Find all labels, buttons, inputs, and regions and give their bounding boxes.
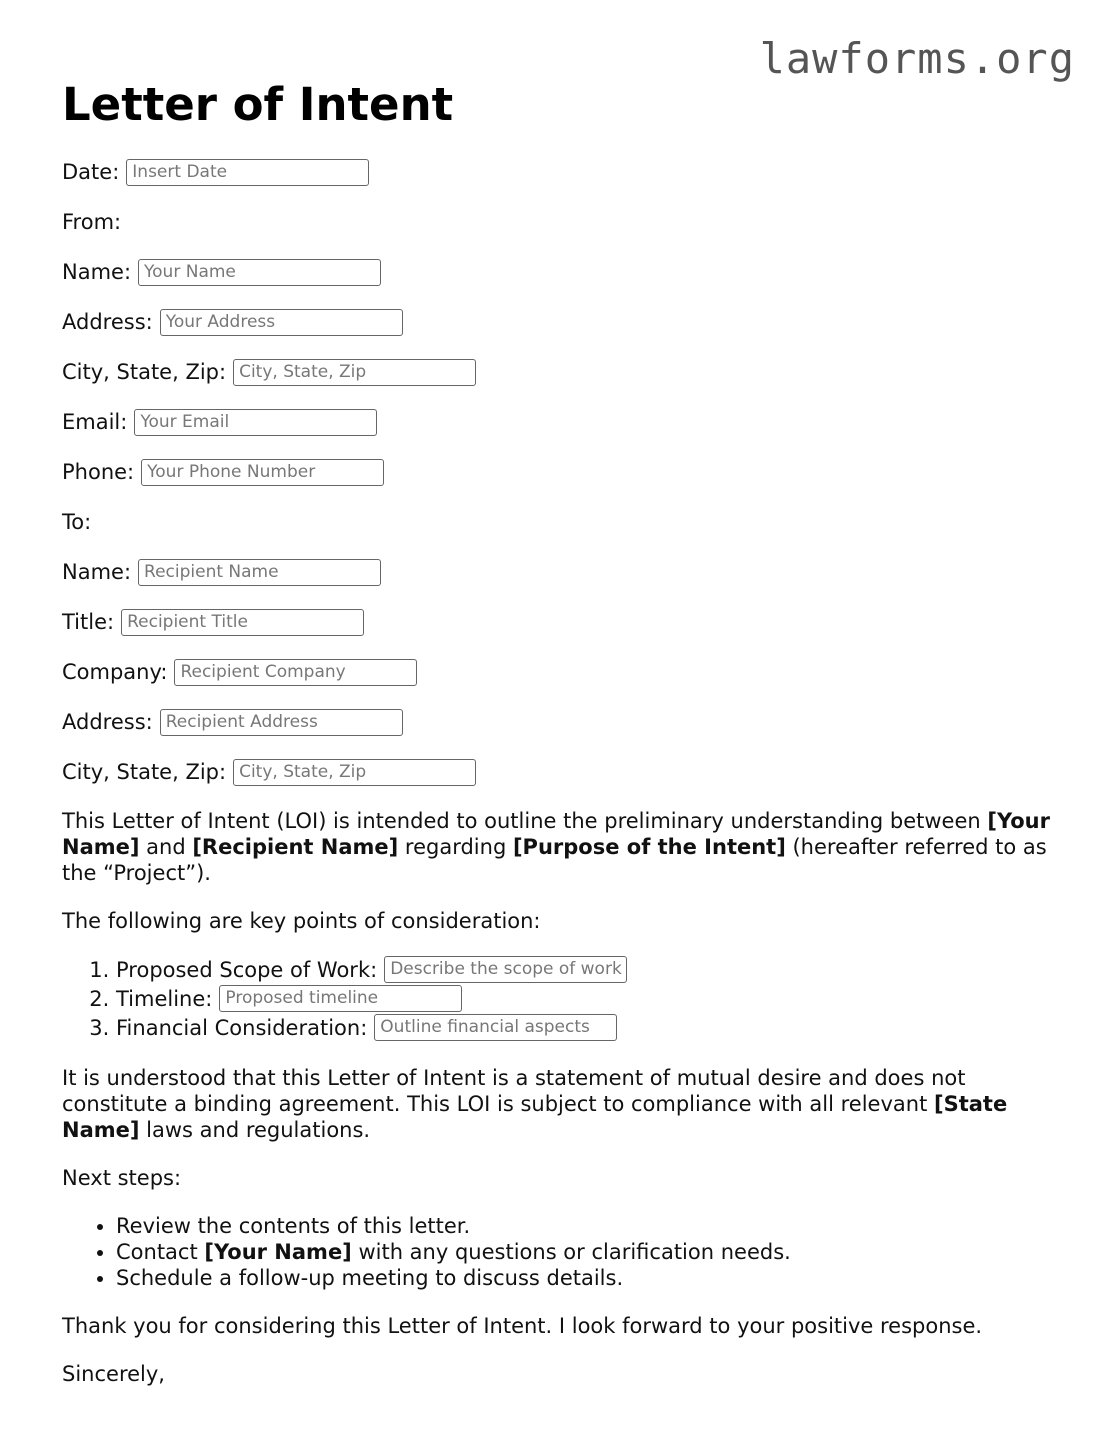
to-city-row	[62, 758, 1052, 786]
key-point-label: 3. Financial Consideration:	[116, 1015, 368, 1040]
from-phone-label: Phone:	[62, 460, 135, 484]
intro-text-4: (hereafter referred to as the “Project”).	[62, 835, 1047, 885]
from-name-field[interactable]: Your Name	[138, 259, 381, 286]
letter-document	[62, 78, 1052, 1409]
to-name-field[interactable]: Recipient Name	[138, 559, 381, 586]
next-step-text: with any questions or clarification needs.	[351, 1240, 791, 1264]
from-email-field[interactable]: Your Email	[134, 409, 377, 436]
next-steps-list	[62, 1213, 1052, 1291]
nonbinding-text-2: laws and regulations.	[139, 1118, 371, 1142]
key-point-item	[116, 956, 1052, 985]
from-name-label: Name:	[62, 260, 132, 284]
from-phone-row	[62, 458, 1052, 486]
to-address-row	[62, 708, 1052, 736]
to-heading: To:	[62, 510, 92, 534]
from-city-field[interactable]: City, State, Zip	[233, 359, 476, 386]
to-company-label: Company:	[62, 660, 168, 684]
from-city-label: City, State, Zip:	[62, 360, 227, 384]
key-point-item	[116, 985, 1052, 1014]
date-row	[62, 158, 1052, 186]
key-point-label: 2. Timeline:	[116, 986, 213, 1011]
date-label: Date:	[62, 160, 120, 184]
to-title-label: Title:	[62, 610, 115, 634]
to-city-field[interactable]: City, State, Zip	[233, 759, 476, 786]
to-name-row	[62, 558, 1052, 586]
next-steps-heading: Next steps:	[62, 1166, 182, 1190]
timeline-field[interactable]: Proposed timeline	[219, 985, 462, 1012]
nonbinding-paragraph	[62, 1065, 1052, 1143]
scope-of-work-field[interactable]: Describe the scope of work	[384, 956, 627, 983]
to-city-label: City, State, Zip:	[62, 760, 227, 784]
signoff: Sincerely,	[62, 1362, 165, 1386]
from-address-row	[62, 308, 1052, 336]
from-name-row	[62, 258, 1052, 286]
from-email-row	[62, 408, 1052, 436]
nonbinding-text-1: It is understood that this Letter of Intent is a statement of mutual desire and does not constitute a binding agreement. This LOI is subject to compliance with all relevant	[62, 1066, 966, 1116]
from-heading: From:	[62, 210, 122, 234]
from-address-label: Address:	[62, 310, 153, 334]
from-address-field[interactable]: Your Address	[160, 309, 403, 336]
next-step-item	[116, 1239, 1052, 1265]
intro-text-2: and	[139, 835, 193, 859]
next-step-your-name: [Your Name]	[204, 1240, 352, 1264]
intro-text-3: regarding	[398, 835, 513, 859]
next-step-text: Contact	[116, 1240, 205, 1264]
from-email-label: Email:	[62, 410, 128, 434]
key-points-heading: The following are key points of consideration:	[62, 909, 541, 933]
key-point-item	[116, 1014, 1052, 1043]
intro-your-name: [Your Name]	[62, 809, 1050, 859]
to-address-label: Address:	[62, 710, 153, 734]
next-step-item: • Review the contents of this letter.	[116, 1213, 1052, 1239]
financial-field[interactable]: Outline financial aspects	[374, 1014, 617, 1041]
key-points-list	[62, 956, 1052, 1043]
to-company-row	[62, 658, 1052, 686]
date-field[interactable]: Insert Date	[126, 159, 369, 186]
intro-text-1: This Letter of Intent (LOI) is intended to outline the preliminary understanding between	[62, 809, 988, 833]
closing-paragraph: Thank you for considering this Letter of Intent. I look forward to your positive response.	[62, 1314, 983, 1338]
to-title-row	[62, 608, 1052, 636]
page-title: Letter of Intent	[62, 78, 454, 131]
from-city-row	[62, 358, 1052, 386]
to-name-label: Name:	[62, 560, 132, 584]
from-phone-field[interactable]: Your Phone Number	[141, 459, 384, 486]
key-point-label: 1. Proposed Scope of Work:	[116, 957, 378, 982]
nonbinding-state-name: [State Name]	[62, 1092, 1008, 1142]
intro-recipient-name: [Recipient Name]	[192, 835, 399, 859]
to-address-field[interactable]: Recipient Address	[160, 709, 403, 736]
to-title-field[interactable]: Recipient Title	[121, 609, 364, 636]
intro-paragraph	[62, 808, 1052, 886]
next-step-item: • Schedule a follow-up meeting to discuss details.	[116, 1265, 1052, 1291]
to-company-field[interactable]: Recipient Company	[174, 659, 417, 686]
intro-purpose: [Purpose of the Intent]	[512, 835, 786, 859]
site-watermark: lawforms.org	[759, 34, 1075, 83]
